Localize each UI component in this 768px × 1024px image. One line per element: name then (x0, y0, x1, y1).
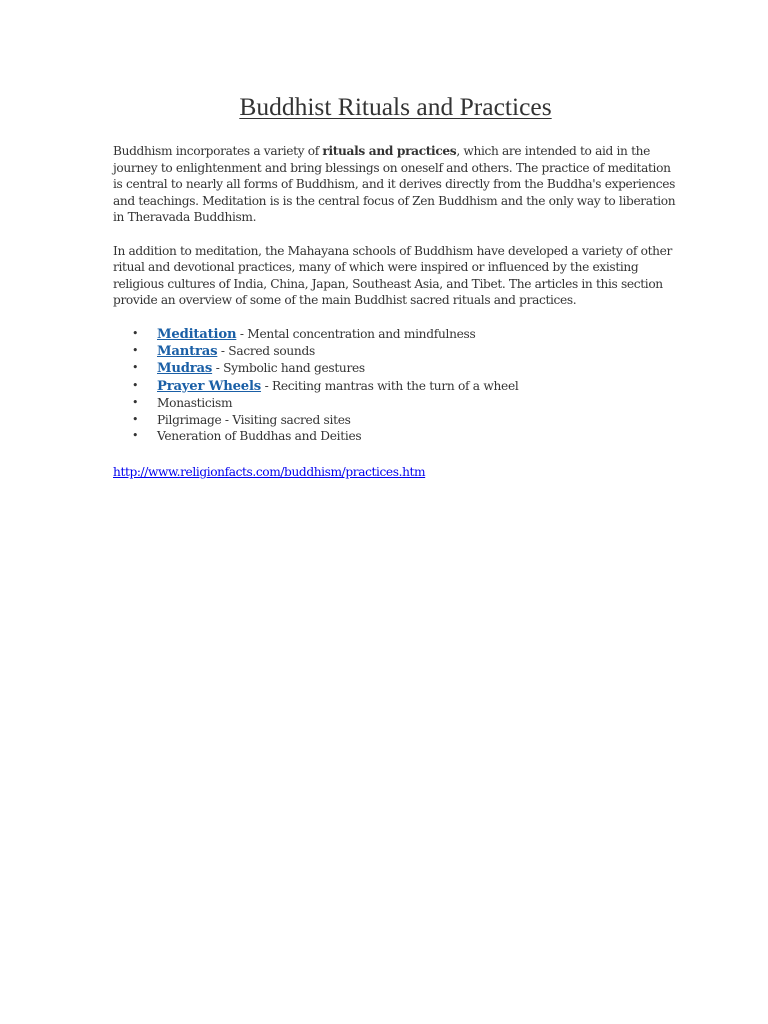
bullet-icon: • (132, 361, 139, 375)
list-item-mudras (113, 360, 678, 377)
bullet-icon: • (132, 343, 139, 357)
source-url-link[interactable]: http://www.religionfacts.com/buddhism/practices.htm (113, 465, 426, 480)
list-item-pilgrimage (113, 412, 678, 428)
list-item-text: Veneration of Buddhas and Deities (157, 428, 362, 443)
bullet-icon: • (132, 412, 139, 426)
bullet-icon: • (132, 378, 139, 392)
document-page (113, 92, 678, 481)
bullet-icon: • (132, 396, 139, 410)
list-item-desc: - Symbolic hand gestures (212, 361, 365, 376)
mantras-link[interactable]: Mantras (157, 343, 218, 359)
list-item-desc: - Sacred sounds (217, 343, 315, 358)
intro-paragraph (113, 143, 678, 226)
page-title: Buddhist Rituals and Practices (239, 92, 552, 121)
intro-text-start: Buddhism incorporates a variety of (113, 144, 323, 158)
intro-bold-phrase: rituals and practices (322, 144, 457, 158)
list-item-text: Pilgrimage - Visiting sacred sites (157, 412, 351, 427)
list-item-monasticism (113, 395, 678, 411)
list-item-text: Monasticism (157, 396, 233, 411)
list-item-meditation (113, 326, 678, 343)
list-item-mantras (113, 343, 678, 360)
bullet-icon: • (132, 326, 139, 340)
mudras-link[interactable]: Mudras (157, 361, 213, 377)
list-item-veneration (113, 428, 678, 444)
mahayana-paragraph: In addition to meditation, the Mahayana schools of Buddhism have developed a variety of other ritual and devotional practices, many of which were inspired or influenced by the existing religious cultures of India, China, Japan, Southeast Asia, and Tibet. The articles in this section provide an overview of some of the main Buddhist sacred rituals and practices. (113, 243, 672, 308)
list-item-desc: - Mental concentration and mindfulness (236, 326, 476, 341)
list-item-prayer-wheels (113, 378, 678, 395)
list-item-desc: - Reciting mantras with the turn of a wheel (261, 378, 519, 393)
bullet-icon: • (132, 428, 139, 442)
intro-text-end: , which are intended to aid in the journey to enlightenment and bring blessings on oneself and others. The practice of meditation is central to nearly all forms of Buddhism, and it derives directly from the Buddha's experiences and teachings. Meditation is is the central focus of Zen Buddhism and the only way to liberation in Theravada Buddhism. (113, 144, 676, 225)
practices-list (113, 326, 678, 445)
meditation-link[interactable]: Meditation (157, 326, 237, 342)
prayer-wheels-link[interactable]: Prayer Wheels (157, 378, 262, 394)
